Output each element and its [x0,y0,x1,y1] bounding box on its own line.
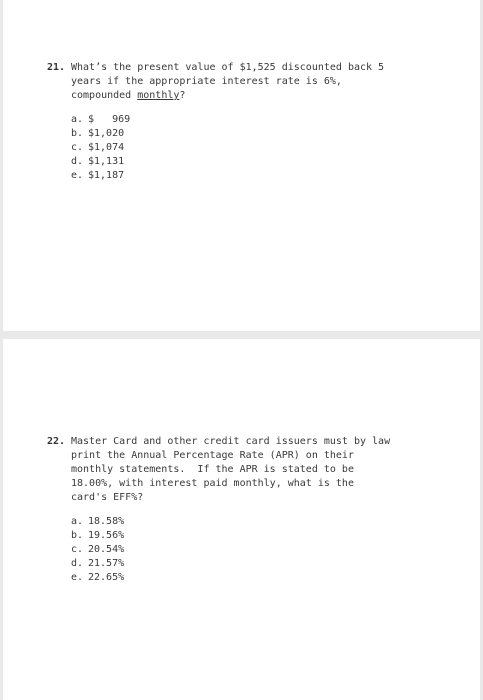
option-value: $ 969 [88,114,131,125]
option-value: $1,074 [88,142,125,153]
option-value: 18.58% [88,516,125,527]
question-line-suffix: ? [179,90,186,101]
option-value: 20.54% [88,544,125,555]
question-line: What’s the present value of $1,525 discounted back 5 [71,62,385,73]
option-value: $1,020 [88,128,125,139]
question-line: 18.00%, with interest paid monthly, what is the [71,478,354,489]
question-21 [47,61,447,183]
option-letter: d. [71,558,84,569]
question-line: monthly statements. If the APR is stated to be [71,464,354,475]
question-number: 21. [47,62,66,73]
answer-option [71,529,447,543]
answer-option [71,113,447,127]
question-text [71,435,447,505]
answer-option [71,571,447,585]
answer-option [71,155,447,169]
option-value: 22.65% [88,572,125,583]
question-line: print the Annual Percentage Rate (APR) on their [71,450,354,461]
option-letter: a. [71,114,84,125]
answer-options [71,113,447,183]
option-letter: b. [71,128,84,139]
answer-option [71,169,447,183]
answer-option [71,141,447,155]
option-letter: c. [71,544,84,555]
option-letter: d. [71,156,84,167]
question-text [71,61,447,103]
document-page-2 [3,339,480,700]
document-page-1 [3,0,480,331]
option-value: $1,131 [88,156,125,167]
question-line: years if the appropriate interest rate is 6%, [71,76,342,87]
question-line-prefix: compounded [71,90,138,101]
option-letter: b. [71,530,84,541]
question-number: 22. [47,436,66,447]
answer-options [71,515,447,585]
option-letter: a. [71,516,84,527]
option-value: $1,187 [88,170,125,181]
question-line: Master Card and other credit card issuers must by law [71,436,391,447]
option-value: 19.56% [88,530,125,541]
option-letter: e. [71,572,84,583]
option-letter: c. [71,142,84,153]
question-line: card's EFF%? [71,492,144,503]
answer-option [71,127,447,141]
answer-option [71,557,447,571]
option-letter: e. [71,170,84,181]
underlined-word: monthly [137,90,180,101]
question-22 [47,435,447,585]
answer-option [71,543,447,557]
answer-option [71,515,447,529]
option-value: 21.57% [88,558,125,569]
